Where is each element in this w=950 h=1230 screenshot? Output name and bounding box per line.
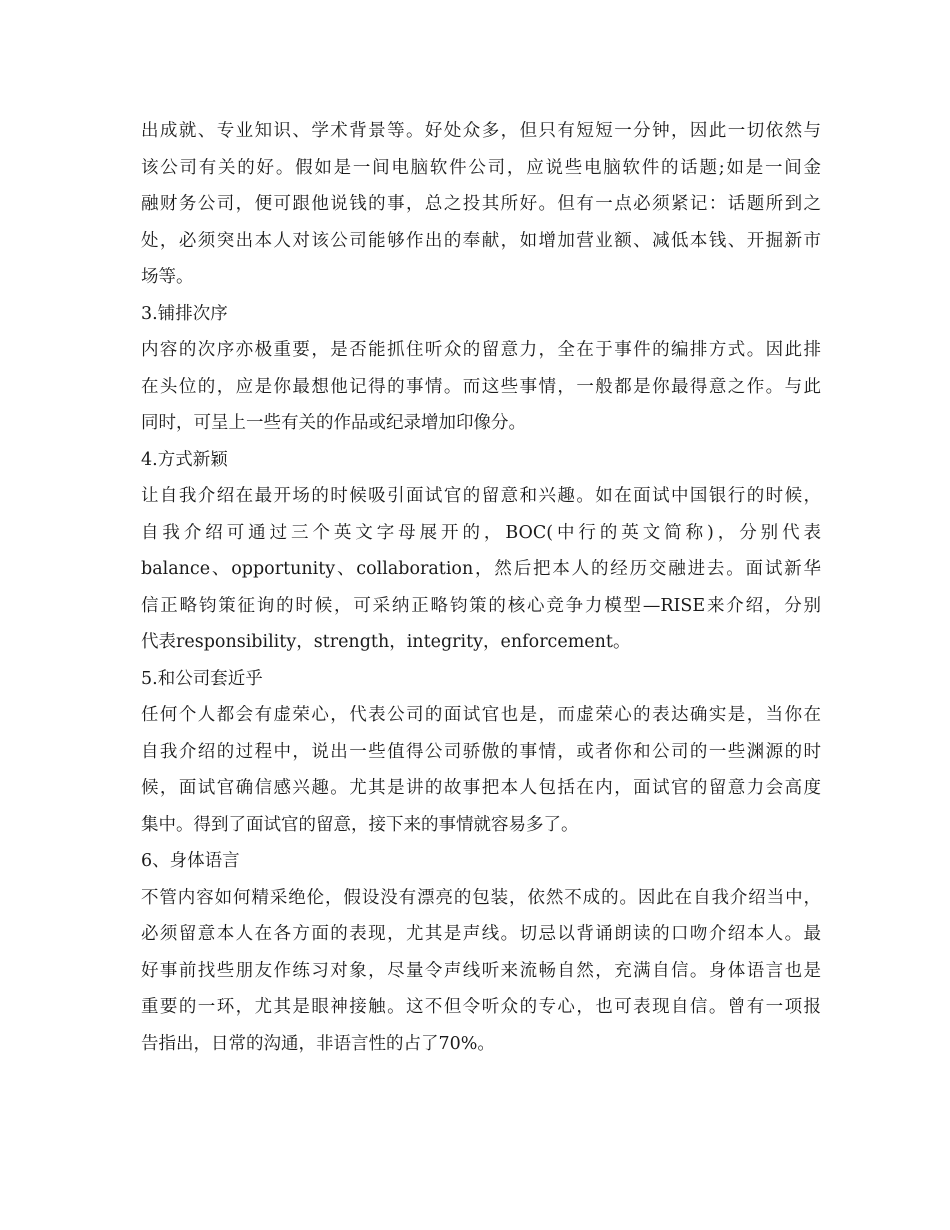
text-line: 自我介绍的过程中，说出一些值得公司骄傲的事情，或者你和公司的一些渊源的时 <box>141 741 821 762</box>
text-line: 信正略钧策征询的时候，可采纳正略钧策的核心竞争力模型—RISE来介绍，分别 <box>141 595 821 616</box>
text-line: balance、opportunity、collaboration，然后把本人的经历交融进去。面试新华 <box>141 559 821 579</box>
text-line: 自我介绍可通过三个英文字母展开的，BOC(中行的英文简称)，分别代表 <box>141 522 821 543</box>
text-line: 必须留意本人在各方面的表现，尤其是声线。切忌以背诵朗读的口吻介绍本人。最 <box>141 924 821 944</box>
text-line: 6、身体语言 <box>141 851 240 871</box>
text-line: 4.方式新颖 <box>141 449 228 470</box>
text-line: 融财务公司，便可跟他说钱的事，总之投其所好。但有一点必须紧记：话题所到之 <box>141 194 821 214</box>
text-line: 代表responsibility，strength，integrity，enforcement。 <box>141 632 631 652</box>
text-line: 内容的次序亦极重要，是否能抓住听众的留意力，全在于事件的编排方式。因此排 <box>141 340 821 360</box>
text-line: 集中。得到了面试官的留意，接下来的事情就容易多了。 <box>141 814 579 835</box>
text-line: 处，必须突出本人对该公司能够作出的奉献，如增加营业额、减低本钱、开掘新市 <box>141 230 821 251</box>
text-line: 出成就、专业知识、学术背景等。好处众多，但只有短短一分钟，因此一切依然与 <box>141 121 821 141</box>
body-text <box>141 113 821 1062</box>
text-line: 场等。 <box>141 267 194 287</box>
text-line: 5.和公司套近乎 <box>141 668 263 689</box>
text-line: 不管内容如何精采绝伦，假设没有漂亮的包装，依然不成的。因此在自我介绍当中， <box>141 887 821 908</box>
text-line: 重要的一环，尤其是眼神接触。这不但令听众的专心，也可表现自信。曾有一项报 <box>141 997 821 1017</box>
text-line: 3.铺排次序 <box>141 303 228 324</box>
text-line: 候，面试官确信感兴趣。尤其是讲的故事把本人包括在内，面试官的留意力会高度 <box>141 778 821 798</box>
text-line: 告指出，日常的沟通，非语言性的占了70%。 <box>141 1033 495 1054</box>
text-line: 好事前找些朋友作练习对象，尽量令声线听来流畅自然，充满自信。身体语言也是 <box>141 960 821 981</box>
text-line: 同时，可呈上一些有关的作品或纪录增加印像分。 <box>141 413 526 433</box>
text-line: 在头位的，应是你最想他记得的事情。而这些事情，一般都是你最得意之作。与此 <box>141 376 821 397</box>
text-line: 任何个人都会有虚荣心，代表公司的面试官也是，而虚荣心的表达确实是，当你在 <box>141 705 821 725</box>
text-line: 该公司有关的好。假如是一间电脑软件公司，应说些电脑软件的话题;如是一间金 <box>141 157 821 178</box>
text-line: 让自我介绍在最开场的时候吸引面试官的留意和兴趣。如在面试中国银行的时候， <box>141 486 821 506</box>
